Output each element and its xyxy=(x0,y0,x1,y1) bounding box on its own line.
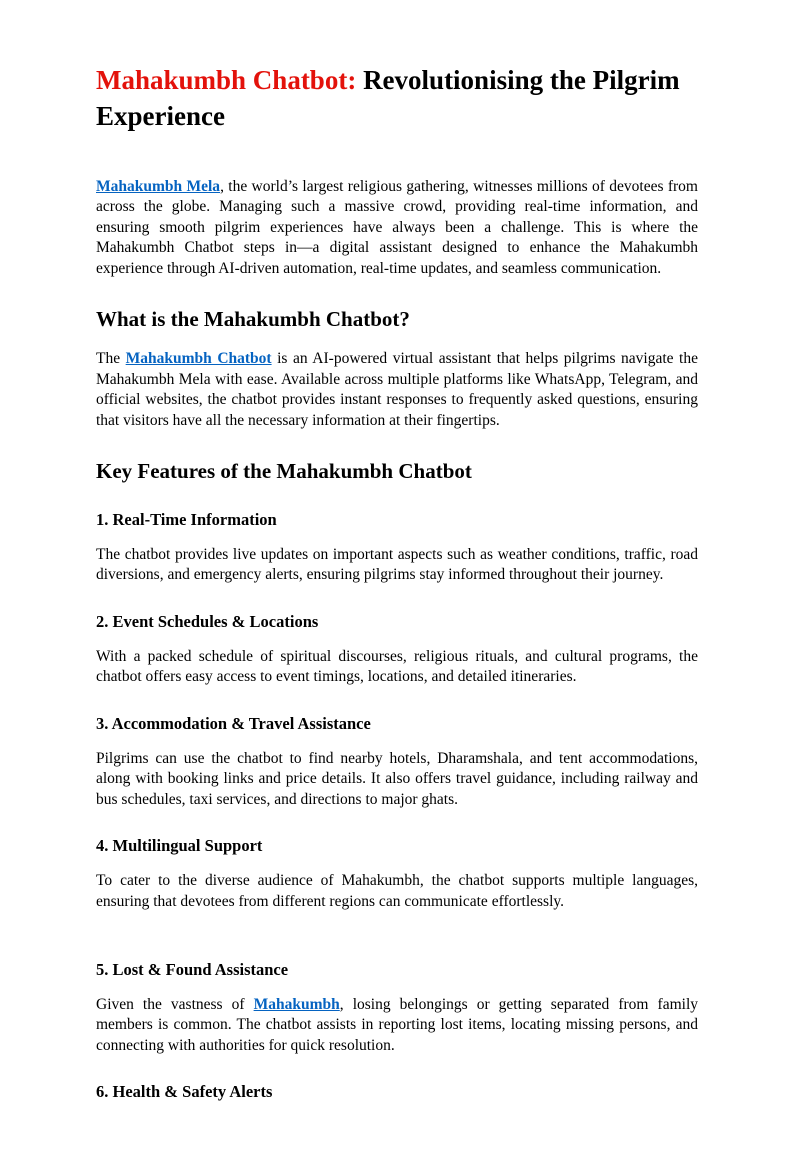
mahakumbh-mela-link[interactable]: Mahakumbh Mela xyxy=(96,177,221,195)
feature-heading-5: 5. Lost & Found Assistance xyxy=(96,960,289,980)
section-heading-what-is: What is the Mahakumbh Chatbot? xyxy=(96,307,410,332)
feature-paragraph-5-suffix: , losing belongings or getting separated from family members is common. The chatbot assists in reporting lost items, locating missing persons, and connecting with authorities for quick resolution. xyxy=(96,996,698,1054)
feature-heading-3: 3. Accommodation & Travel Assistance xyxy=(96,713,371,733)
page-title xyxy=(96,62,698,135)
feature-paragraph-1: The chatbot provides live updates on important aspects such as weather conditions, traffic, road diversions, and emergency alerts, ensuring pilgrims stay informed throughout their journey. xyxy=(96,545,698,584)
mahakumbh-chatbot-link[interactable]: Mahakumbh Chatbot xyxy=(125,350,272,368)
feature-paragraph-3: Pilgrims can use the chatbot to find nearby hotels, Dharamshala, and tent accommodations, along with booking links and price details. It also offers travel guidance, including railway and bus schedules, taxi services, and directions to major ghats. xyxy=(96,749,698,808)
intro-paragraph xyxy=(96,177,698,279)
page-title-rest: Revolutionising the Pilgrim Experience xyxy=(96,65,680,132)
what-is-paragraph xyxy=(96,349,698,431)
what-is-paragraph-prefix: The xyxy=(96,350,126,368)
mahakumbh-link[interactable]: Mahakumbh xyxy=(253,996,340,1014)
feature-paragraph-5-prefix: Given the vastness of xyxy=(96,996,254,1014)
intro-paragraph-text: , the world’s largest religious gathering, witnesses millions of devotees from across the globe. Managing such a massive crowd, providing real-time information, and ensuring smooth pilgrim experiences have always been a challenge. This is where the Mahakumbh Chatbot steps in—a digital assistant designed to enhance the Mahakumbh experience through AI-driven automation, real-time updates, and seamless communication. xyxy=(96,177,698,277)
feature-heading-6: 6. Health & Safety Alerts xyxy=(96,1082,273,1102)
feature-paragraph-2: With a packed schedule of spiritual discourses, religious rituals, and cultural programs, the chatbot offers easy access to event timings, locations, and detailed itineraries. xyxy=(96,647,698,686)
page-title-highlight: Mahakumbh Chatbot: xyxy=(96,65,357,95)
feature-paragraph-5 xyxy=(96,995,698,1056)
feature-heading-1: 1. Real-Time Information xyxy=(96,509,277,529)
feature-paragraph-4: To cater to the diverse audience of Mahakumbh, the chatbot supports multiple languages, ensuring that devotees from different regions can communicate effortlessly. xyxy=(96,872,698,910)
section-heading-key-features: Key Features of the Mahakumbh Chatbot xyxy=(96,458,472,483)
feature-heading-4: 4. Multilingual Support xyxy=(96,836,263,856)
what-is-paragraph-suffix: is an AI-powered virtual assistant that helps pilgrims navigate the Mahakumbh Mela with ease. Available across multiple platforms like WhatsApp, Telegram, and official websites, the chatbot provides instant responses to frequently asked questions, ensuring that visitors have all the necessary information at their fingertips. xyxy=(96,350,698,429)
feature-heading-2: 2. Event Schedules & Locations xyxy=(96,611,319,631)
